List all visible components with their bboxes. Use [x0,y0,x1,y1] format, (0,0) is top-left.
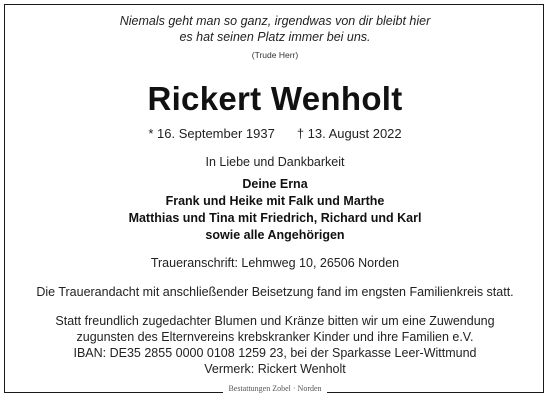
donation-line: IBAN: DE35 2855 0000 0108 1259 23, bei der Sparkasse Leer-Wittmund [73,346,477,360]
donation-request [0,313,550,377]
deceased-name: Rickert Wenholt [147,80,403,117]
mourners-list [0,176,550,244]
donation-line: Statt freundlich zugedachter Blumen und Kränze bitten wir um eine Zuwendung [55,314,495,328]
death-date: † 13. August 2022 [296,126,402,141]
life-dates [0,126,550,141]
donation-line: zugunsten des Elternvereins krebskranker Kinder und ihre Familien e.V. [76,330,474,344]
funeral-home-credit [0,384,550,393]
mourner-line: Deine Erna [242,177,308,191]
mourning-address: Traueranschrift: Lehmweg 10, 26506 Norden [150,256,400,270]
mourner-line: sowie alle Angehörigen [205,228,345,242]
birth-date: * 16. September 1937 [148,126,275,141]
quote [0,13,550,45]
intro-line: In Liebe und Dankbarkeit [205,155,345,169]
mourner-line: Frank und Heike mit Falk und Marthe [165,194,385,208]
service-notice: Die Trauerandacht mit anschließender Beisetzung fand im engsten Familienkreis statt. [36,285,514,299]
mourner-line: Matthias und Tina mit Friedrich, Richard und Karl [128,211,422,225]
funeral-home-text: Bestattungen Zobel · Norden [223,384,326,393]
donation-line: Vermerk: Rickert Wenholt [204,362,346,376]
quote-line-2: es hat seinen Platz immer bei uns. [179,30,371,44]
quote-line-1: Niemals geht man so ganz, irgendwas von dir bleibt hier [119,14,431,28]
quote-attribution: (Trude Herr) [251,50,299,60]
